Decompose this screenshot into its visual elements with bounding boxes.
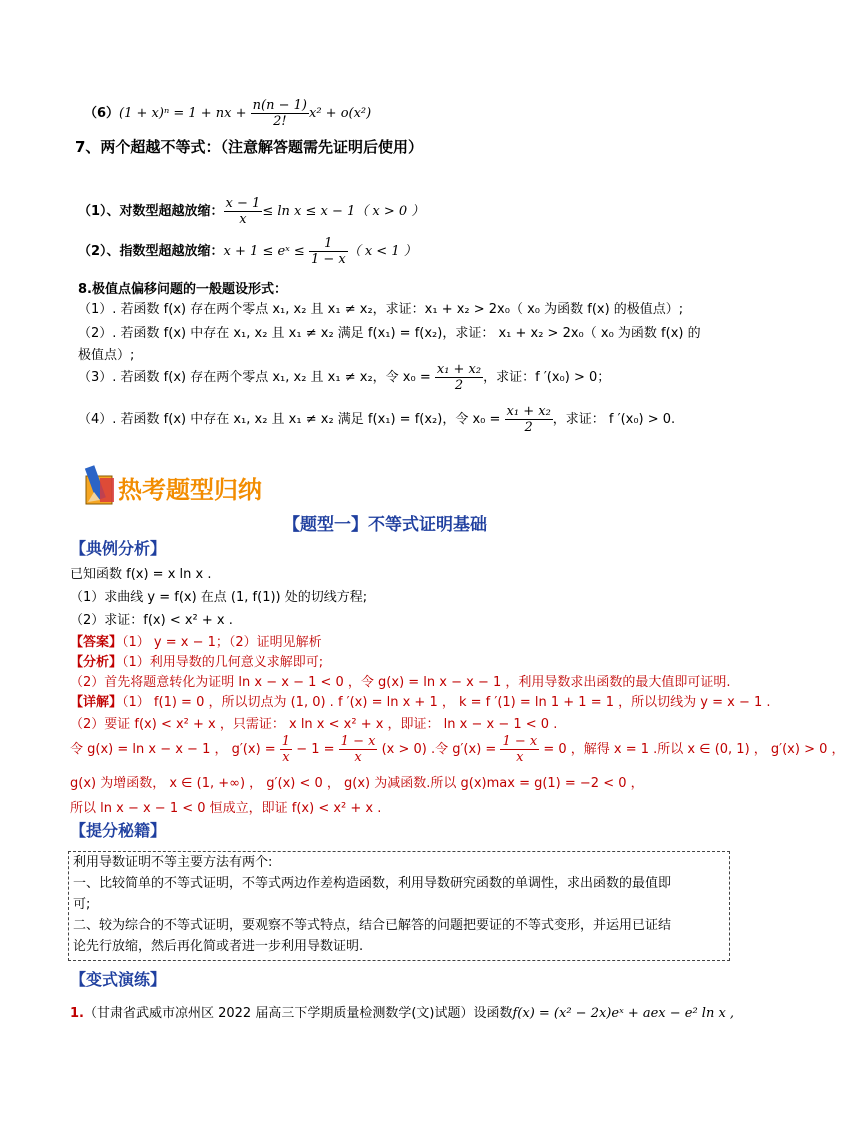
inequality-1: （1）、对数型超越放缩： $\frac{x - 1}{x}$ ≤ ln x ≤ x − 1（ x > 0 ） xyxy=(78,196,425,227)
analysis-line-2: （2）首先将题意转化为证明 ln x − x − 1 < 0 ，令 g(x) = ln x − x − 1 ，利用导数求出函数的最大值即可证明. xyxy=(70,675,731,690)
answer-line: 【答案】（1） y = x − 1；（2）证明见解析 xyxy=(70,635,322,650)
item-6-lhs: (1 + x)ⁿ = 1 + nx + xyxy=(119,106,251,121)
item-8-2: （2）. 若函数 f(x) 中存在 x₁, x₂ 且 x₁ ≠ x₂ 满足 f(x₁) = f(x₂)，求证： x₁ + x₂ > 2x₀（ x₀ 为函数 f(x) 的 xyxy=(78,326,701,341)
detail-line-1: 【详解】（1） f(1) = 0 ，所以切点为 (1, 0) . f ′(x) = ln x + 1 ， k = f ′(1) = ln 1 + 1 = 1 ，所以切线为 y = x − 1 . xyxy=(70,695,771,710)
detail-line-2: （2）要证 f(x) < x² + x ，只需证： x ln x < x² + x ，即证： ln x − x − 1 < 0 . xyxy=(70,717,558,732)
item-6-label: （6） xyxy=(84,106,120,121)
type-title: 【题型一】不等式证明基础 xyxy=(283,515,487,535)
tips-box xyxy=(68,851,730,961)
tips-line: 二、较为综合的不等式证明，要观察不等式特点，结合已解答的问题把要证的不等式变形，并运用已证结 xyxy=(73,918,672,933)
banner-title: 热考题型归纳 xyxy=(118,476,262,504)
pencil-ruler-icon xyxy=(80,462,120,506)
analysis-line-1: 【分析】（1）利用导数的几何意义求解即可; xyxy=(70,655,324,670)
tips-header: 【提分秘籍】 xyxy=(70,821,167,840)
item-8-1: （1）. 若函数 f(x) 存在两个零点 x₁, x₂ 且 x₁ ≠ x₂，求证：x₁ + x₂ > 2x₀（ x₀ 为函数 f(x) 的极值点）; xyxy=(78,302,684,317)
item-8-2-cont: 极值点）; xyxy=(78,348,135,363)
heading-7: 7、两个超越不等式：（注意解答题需先证明后使用） xyxy=(75,138,423,156)
heading-8: 8.极值点偏移问题的一般题设形式： xyxy=(78,282,287,297)
tips-line: 可; xyxy=(73,897,91,912)
tips-line: 论先行放缩，然后再化简或者进一步利用导数证明. xyxy=(73,939,364,954)
item-8-4: （4）. 若函数 f(x) 中存在 x₁, x₂ 且 x₁ ≠ x₂ 满足 f(x₁) = f(x₂)，令 x₀ = $\frac{\text{x₁ + x₂}}{2}$ ，求证： f ′(x₀) > 0. xyxy=(78,404,676,435)
item-6-frac: $\frac{n(n - 1)}{2!}$ xyxy=(252,98,307,129)
item-6 xyxy=(84,98,371,129)
problem-line-3: （2）求证：f(x) < x² + x . xyxy=(70,613,233,628)
detail-line-3: 令 g(x) = ln x − x − 1 ， g′(x) = $\frac{1}{x}$ − 1 = $\frac{1 - x}{x}$ (x > 0) .令 g′(x) = $\frac{1 - x}{x}$ = 0 ，解得 x = 1 .所以 x ∈ (0, 1) ， g′(x) > 0 ， xyxy=(70,734,845,765)
tips-line: 利用导数证明不等主要方法有两个: xyxy=(73,855,273,870)
item-6-rhs: x² + o(x²) xyxy=(309,106,372,121)
inequality-2: （2）、指数型超越放缩：x + 1 ≤ eˣ ≤ $\frac{1}{1 - x}$ （ x < 1 ） xyxy=(78,236,417,267)
exercise-1: 1.（甘肃省武威市凉州区 2022 届高三下学期质量检测数学(文)试题）设函数f(x) = (x² − 2x)eˣ + aex − e² ln x , xyxy=(70,1006,735,1021)
item-8-3: （3）. 若函数 f(x) 存在两个零点 x₁, x₂ 且 x₁ ≠ x₂，令 x₀ = $\frac{\text{x₁ + x₂}}{2}$ ，求证：f ′(x₀) > 0； xyxy=(78,362,611,393)
problem-line-1: 已知函数 f(x) = x ln x . xyxy=(70,567,212,582)
example-header: 【典例分析】 xyxy=(70,539,167,558)
variant-header: 【变式演练】 xyxy=(70,970,167,989)
problem-line-2: （1）求曲线 y = f(x) 在点 (1, f(1)) 处的切线方程; xyxy=(70,590,368,605)
detail-line-5: 所以 ln x − x − 1 < 0 恒成立，即证 f(x) < x² + x . xyxy=(70,801,382,816)
detail-line-4: g(x) 为增函数， x ∈ (1, +∞) ， g′(x) < 0 ， g(x) 为减函数.所以 g(x)max = g(1) = −2 < 0 ， xyxy=(70,776,644,791)
tips-line: 一、比较简单的不等式证明，不等式两边作差构造函数，利用导数研究函数的单调性，求出函数的最值即 xyxy=(73,876,672,891)
